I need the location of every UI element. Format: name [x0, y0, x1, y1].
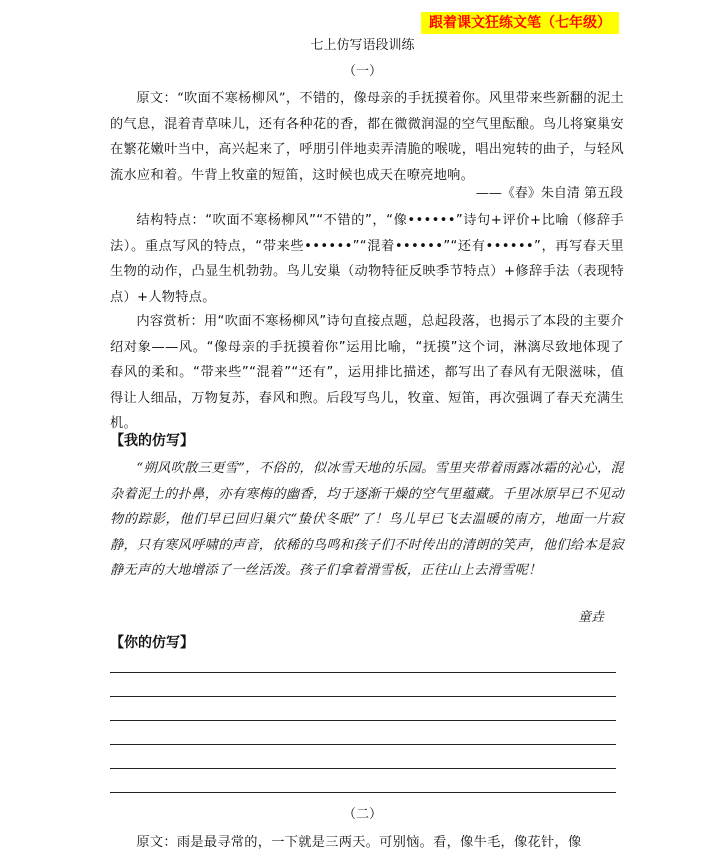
source-citation: ——《春》朱自清 第五段: [475, 186, 623, 201]
original-text-1: 原文：“吹面不寒杨柳风”，不错的，像母亲的手抚摸着你。风里带来些新翻的泥土的气息，混着青草味儿，还有各种花的香，都在微微润湿的空气里酝酿。鸟儿将窠巢安在繁花嫩叶当中，高兴起来了，呼朋引伴地卖弄清脆的喉咙，唱出宛转的曲子，与轻风流水应和着。牛背上牧童的短笛，这时候也成天在嘹亮地响。: [110, 91, 624, 183]
page-title: 七上仿写语段训练: [310, 38, 415, 53]
structure-analysis: 结构特点：“吹面不寒杨柳风”“不错的”，“像••••••”诗句+评价+比喻（修辞手法）。重点写风的特点，“带来些••••••”“混着••••••”“还有••••••”，再写春天里生物的动作，凸显生机勃勃。鸟儿安巢（动物特征反映季节特点）+修辞手法（表现特点）+人物特点。: [110, 213, 624, 305]
original-text-2: 原文：雨是最寻常的，一下就是三两天。可别恼。看，像牛毛，像花针，像: [136, 835, 582, 850]
series-banner: 跟着课文狂练文笔（七年级）: [421, 12, 619, 34]
writing-line[interactable]: [110, 768, 616, 769]
writing-line[interactable]: [110, 744, 616, 745]
writing-line[interactable]: [110, 720, 616, 721]
imitation-author: 童垚: [578, 610, 605, 625]
section-1-label: （一）: [342, 64, 382, 79]
your-imitation-heading: 【你的仿写】: [110, 635, 194, 651]
my-imitation-text: “朔风吹散三更雪”，不俗的，似冰雪天地的乐园。雪里夹带着雨露冰霜的沁心，混杂着泥土的扑鼻，亦有寒梅的幽香，均于逐渐干燥的空气里蕴藏。千里冰原早已不见动物的踪影，他们早已回归巢穴“蛰伏冬眠”了！鸟儿早已飞去温暖的南方，地面一片寂静，只有寒风呼啸的声音，依稀的鸟鸣和孩子们不时传出的清朗的笑声，他们给本是寂静无声的大地增添了一丝活泼。孩子们拿着滑雪板，正往山上去滑雪呢！: [110, 461, 624, 578]
writing-area[interactable]: [110, 672, 616, 816]
section-2-label: （二）: [342, 807, 382, 822]
my-imitation-heading: 【我的仿写】: [110, 433, 194, 449]
writing-line[interactable]: [110, 792, 616, 793]
writing-line[interactable]: [110, 672, 616, 673]
content-appreciation: 内容赏析：用“吹面不寒杨柳风”诗句直接点题，总起段落，也揭示了本段的主要介绍对象——风。“像母亲的手抚摸着你”运用比喻，“抚摸”这个词，淋漓尽致地体现了春风的柔和。“带来些”“混着”“还有”，运用排比描述，都写出了春风有无限滋味，值得让人细品，万物复苏，春风和煦。后段写鸟儿，牧童、短笛，再次强调了春天充满生机。: [110, 314, 624, 431]
writing-line[interactable]: [110, 696, 616, 697]
